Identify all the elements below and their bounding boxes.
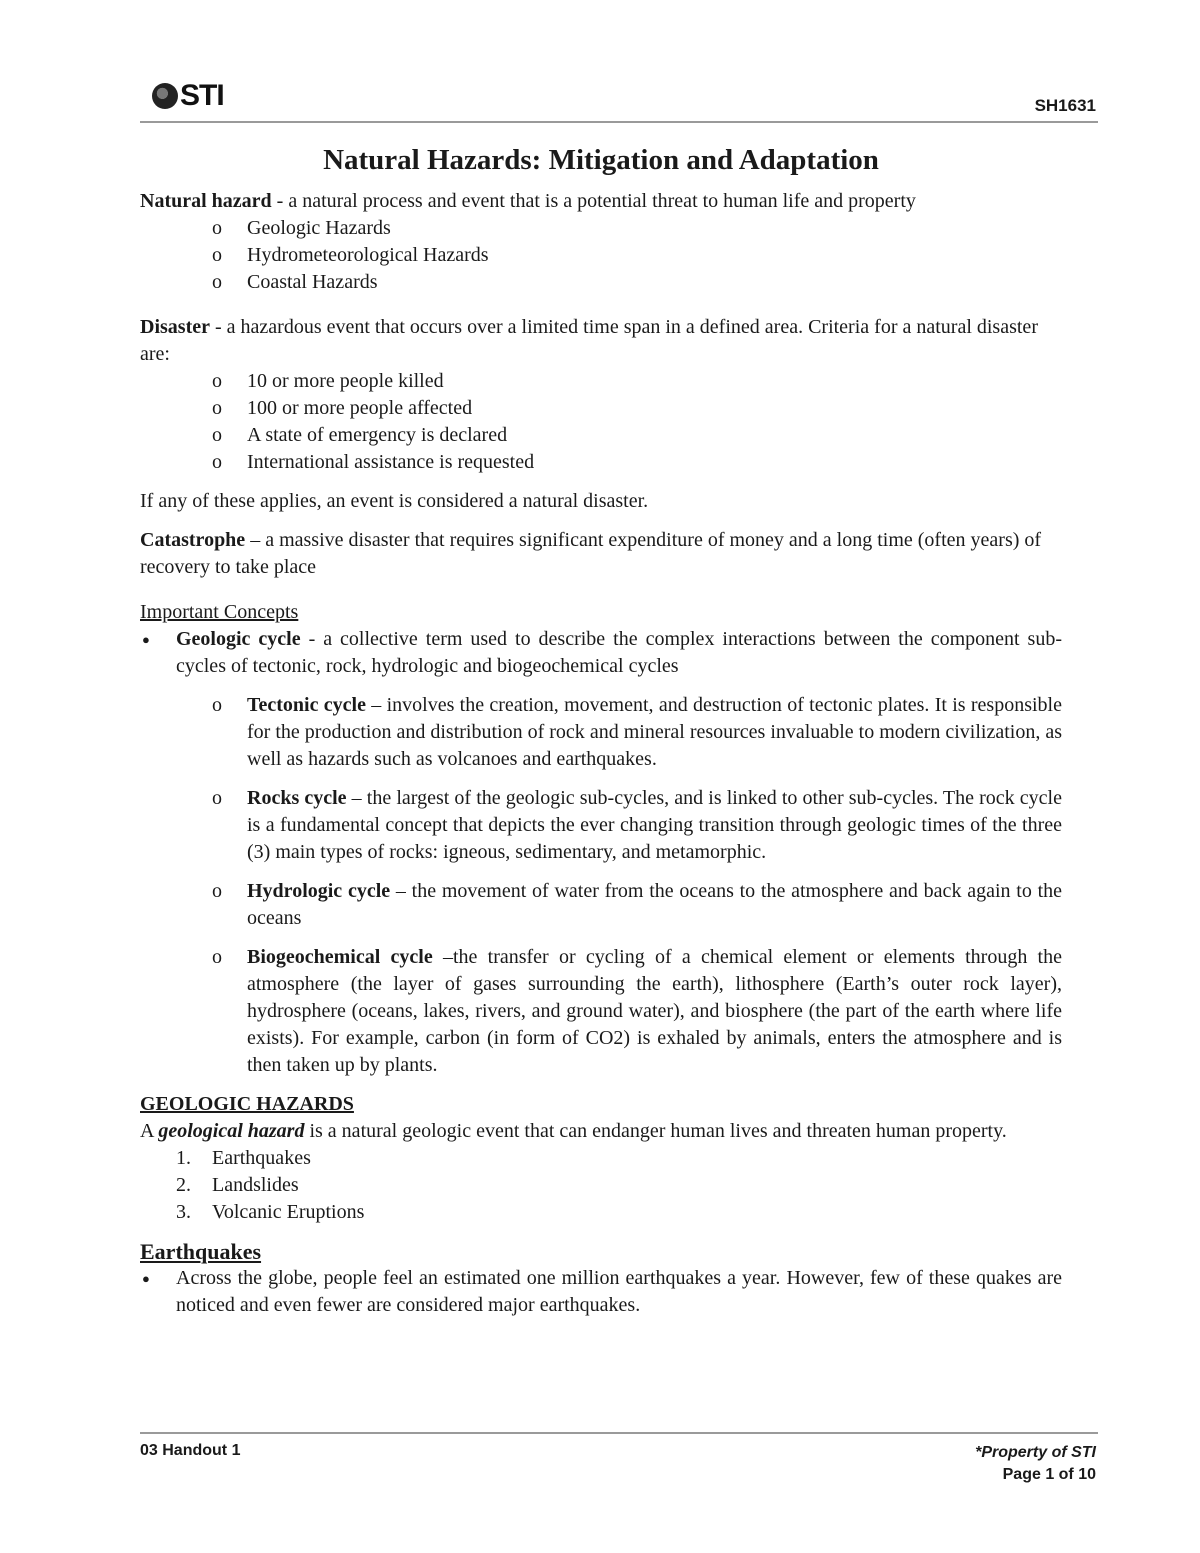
subcycle-text: –the transfer or cycling of a chemical element or elements through the atmosphere (the layer of gases surrounding the earth), lithosphere (Earth’s outer rock layer), hydrosphere (oceans, lakes, rivers, and ground water), and biosphere (the part of the earth where life exists). For example, carbon (in form of CO2) is exhaled by animals, enters the atmosphere and is then taken up by plants. <box>247 946 1062 1076</box>
list-item: o A state of emergency is declared <box>140 422 1062 449</box>
geologic-hazards-heading: GEOLOGIC HAZARDS <box>140 1093 354 1115</box>
subcycle-term: Hydrologic cycle <box>247 880 391 902</box>
sti-logo <box>152 78 224 114</box>
subcycle-text: – involves the creation, movement, and destruction of tectonic plates. It is responsible for the production and distribution of rock and mineral resources invaluable to modern civilization, as well as hazards such as volcanoes and earthquakes. <box>247 694 1062 770</box>
geologic-cycle-term: Geologic cycle <box>176 628 301 650</box>
disaster-text: - a hazardous event that occurs over a limited time span in a defined area. Criteria for a natural disaster are: <box>140 316 1038 365</box>
disaster-criteria-list <box>140 368 1062 476</box>
document-body <box>140 140 1062 1319</box>
tectonic-cycle-item <box>140 692 1062 773</box>
subcycle-text: – the movement of water from the oceans to the atmosphere and back again to the oceans <box>247 880 1063 929</box>
hydrologic-cycle-item <box>140 878 1062 932</box>
intro-text: is a natural geologic event that can endanger human lives and threaten human property. <box>304 1120 1007 1142</box>
subcycle-term: Tectonic cycle <box>247 694 366 716</box>
earthquakes-heading: Earthquakes <box>140 1239 262 1264</box>
property-notice: *Property of STI <box>975 1444 1096 1461</box>
geological-hazard-term: geological hazard <box>158 1120 305 1142</box>
subcycle-term: Biogeochemical cycle <box>247 946 433 968</box>
subcycle-text: – the largest of the geologic sub-cycles, and is linked to other sub-cycles. The rock cycle is a fundamental concept that depicts the ever changing transition through geologic times of the three (3) main types of rocks: igneous, sedimentary, and metamorphic. <box>247 787 1062 863</box>
footer-handout-label: 03 Handout 1 <box>140 1442 241 1459</box>
list-item: o International assistance is requested <box>140 449 1062 476</box>
disaster-term: Disaster <box>140 316 210 338</box>
natural-hazard-term: Natural hazard <box>140 190 272 212</box>
geologic-hazard-intro <box>140 1118 1062 1145</box>
natural-hazard-text: - a natural process and event that is a potential threat to human life and property <box>271 190 916 212</box>
header-divider <box>140 121 1098 123</box>
catastrophe-definition <box>140 527 1062 581</box>
list-item <box>140 1199 1062 1226</box>
catastrophe-text: – a massive disaster that requires significant expenditure of money and a long time (often years) of recovery to take place <box>140 529 1042 578</box>
subcycle-term: Rocks cycle <box>247 787 347 809</box>
list-item: o Coastal Hazards <box>140 269 1062 296</box>
list-label: Landslides <box>212 1174 299 1196</box>
rocks-cycle-item <box>140 785 1062 866</box>
hazard-types-list <box>140 215 1062 296</box>
list-item <box>140 1172 1062 1199</box>
list-item: o Geologic Hazards <box>140 215 1062 242</box>
important-concepts-heading: Important Concepts <box>140 601 299 623</box>
globe-icon <box>152 83 178 109</box>
list-item: o 100 or more people affected <box>140 395 1062 422</box>
footer-divider <box>140 1432 1098 1434</box>
intro-prefix: A <box>140 1120 159 1142</box>
list-item <box>140 1145 1062 1172</box>
earthquakes-bullet: ● Across the globe, people feel an estimated one million earthquakes a year. However, few of these quakes are noticed and even fewer are considered major earthquakes. <box>140 1265 1062 1319</box>
natural-hazard-definition <box>140 188 1062 215</box>
geologic-cycle-bullet <box>140 626 1062 680</box>
catastrophe-term: Catastrophe <box>140 529 246 551</box>
document-code: SH1631 <box>1034 96 1096 115</box>
list-label: Earthquakes <box>212 1147 311 1169</box>
page-title: Natural Hazards: Mitigation and Adaptation <box>323 144 879 176</box>
list-item: o Hydrometeorological Hazards <box>140 242 1062 269</box>
logo-text: STI <box>180 79 224 112</box>
list-number: 1. <box>176 1147 191 1169</box>
disaster-definition <box>140 314 1062 368</box>
footer-right <box>975 1442 1096 1486</box>
list-number: 2. <box>176 1174 191 1196</box>
list-item: o 10 or more people killed <box>140 368 1062 395</box>
disaster-conclusion: If any of these applies, an event is considered a natural disaster. <box>140 490 649 512</box>
geologic-hazards-list <box>140 1145 1062 1226</box>
biogeochemical-cycle-item <box>140 944 1062 1079</box>
list-label: Volcanic Eruptions <box>212 1201 365 1223</box>
list-number: 3. <box>176 1201 191 1223</box>
page-number: Page 1 of 10 <box>1002 1466 1096 1483</box>
geologic-cycle-text: - a collective term used to describe the complex interactions between the component sub-cycles of tectonic, rock, hydrologic and biogeochemical cycles <box>176 628 1062 677</box>
